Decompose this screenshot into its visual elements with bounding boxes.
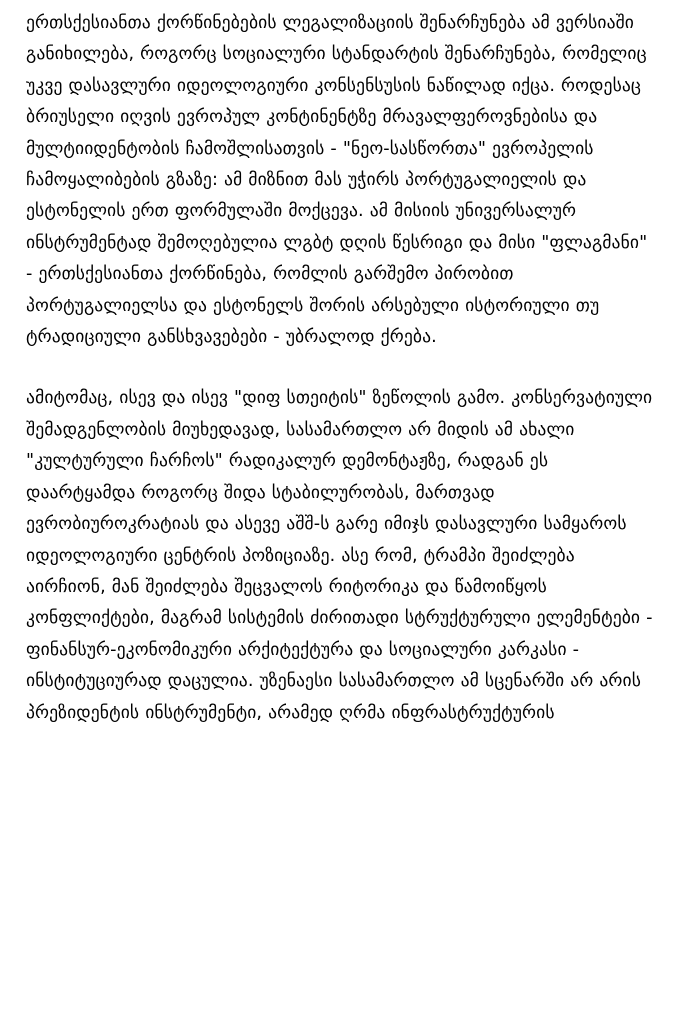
paragraph-2: ამიტომაც, ისევ და ისევ "დიფ სთეიტის" ზეწოლის გამო. კონსერვატიული შემადგენლობის მიუხედავად, სასამართლო არ მიდის ამ ახალი "კულტურული ჩარჩოს" რადიკალურ დემონტაჟზე, რადგან ეს დაარტყამდა როგორც შიდა სტაბილურობას, მართვად ევრობიუროკრატიას და ასევე აშშ-ს გარე იმიჯს დასავლური სამყაროს იდეოლოგიური ცენტრის პოზიციაზე. ასე რომ, ტრამპი შეიძლება აირჩიონ, მან შეიძლება შეცვალოს რიტორიკა და წამოიწყოს კონფლიქტები, მაგრამ სისტემის ძირითადი სტრუქტურული ელემენტები - ფინანსურ-ეკონომიკური არქიტექტურა და სოციალური კარკასი - ინსტიტუციურად დაცულია. უზენაესი სასამართლო ამ სცენარში არ არის პრეზიდენტის ინსტრუმენტი, არამედ ღრმა ინფრასტრუქტურის [26, 388, 653, 723]
article-body [26, 8, 656, 729]
paragraph-1: ერთსქესიანთა ქორწინებების ლეგალიზაციის შენარჩუნება ამ ვერსიაში განიხილება, როგორც სოციალური სტანდარტის შენარჩუნება, რომელიც უკვე დასავლური იდეოლოგიური კონსენსუსის ნაწილად იქცა. როდესაც ბრიუსელი იღვის ევროპულ კონტინენტზე მრავალფეროვნებისა და მულტიიდენტობის ჩამოშლისათვის - "ნეო-სასწორთა" ევროპელის ჩამოყალიბების გზაზე: ამ მიზნით მას უჭირს პორტუგალიელის და ესტონელის ერთ ფორმულაში მოქცევა. ამ მისიის უნივერსალურ ინსტრუმენტად შემოღებულია ლგბტ დღის წესრიგი და მისი "ფლაგმანი" - ერთსქესიანთა ქორწინება, რომლის გარშემო პირობით პორტუგალიელსა და ესტონელს შორის არსებული ისტორიული თუ ტრადიციული განსხვავებები - უბრალოდ ქრება. [26, 13, 648, 348]
